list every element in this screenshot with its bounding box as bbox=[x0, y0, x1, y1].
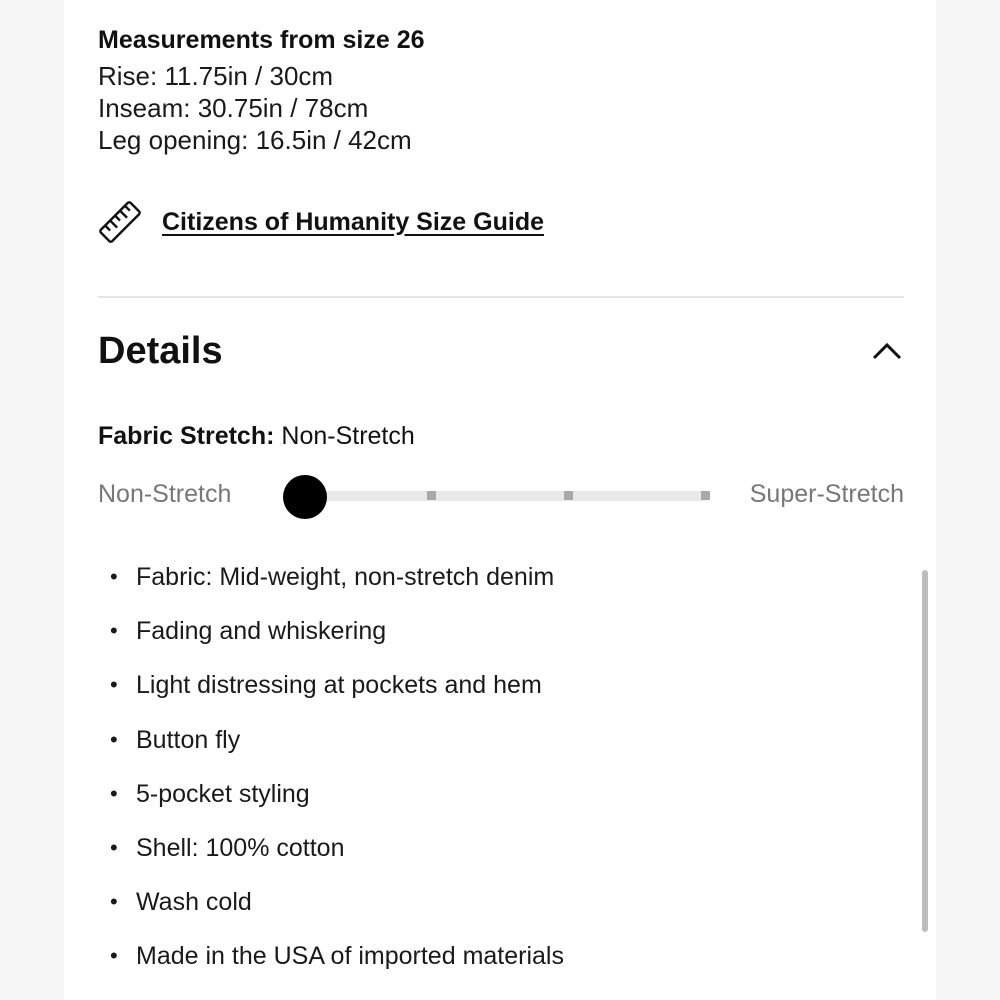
list-item bbox=[98, 829, 564, 883]
fabric-stretch-label: Fabric Stretch: bbox=[98, 422, 275, 450]
fabric-stretch-value: Non-Stretch bbox=[281, 422, 415, 450]
list-item bbox=[98, 937, 564, 991]
list-item bbox=[98, 558, 564, 612]
feature-text: 5-pocket styling bbox=[136, 779, 310, 808]
stretch-slider-tick bbox=[427, 491, 436, 500]
feature-text: Fading and whiskering bbox=[136, 617, 387, 646]
list-item bbox=[98, 612, 564, 666]
ruler-icon bbox=[98, 200, 142, 244]
fabric-stretch-row bbox=[98, 422, 415, 451]
list-item bbox=[98, 721, 564, 775]
stretch-slider-tick bbox=[701, 491, 710, 500]
stretch-min-label: Non-Stretch bbox=[98, 480, 232, 508]
measurement-leg-opening: Leg opening: 16.5in / 42cm bbox=[98, 125, 412, 155]
list-item bbox=[98, 883, 564, 937]
list-item bbox=[98, 775, 564, 829]
bullet-icon: • bbox=[110, 834, 118, 860]
bullet-icon: • bbox=[110, 780, 118, 806]
bullet-icon: • bbox=[110, 943, 118, 969]
section-divider bbox=[98, 296, 904, 298]
bullet-icon: • bbox=[110, 564, 118, 589]
size-guide-link[interactable] bbox=[98, 200, 544, 244]
bullet-icon: • bbox=[110, 672, 118, 698]
stretch-slider-tick bbox=[564, 491, 573, 500]
feature-text: Light distressing at pockets and hem bbox=[136, 671, 542, 700]
measurement-inseam: Inseam: 30.75in / 78cm bbox=[98, 93, 369, 123]
feature-text: Wash cold bbox=[136, 888, 252, 917]
details-heading: Details bbox=[98, 330, 223, 372]
measurement-rise: Rise: 11.75in / 30cm bbox=[98, 61, 334, 91]
scrollbar-thumb[interactable] bbox=[922, 570, 928, 932]
chevron-up-icon[interactable] bbox=[870, 336, 904, 366]
stretch-slider-track bbox=[304, 491, 710, 501]
features-list bbox=[98, 558, 564, 992]
list-item bbox=[98, 666, 564, 720]
stretch-max-label: Super-Stretch bbox=[749, 480, 904, 508]
feature-text: Shell: 100% cotton bbox=[136, 833, 345, 862]
stretch-slider-thumb[interactable] bbox=[283, 475, 327, 519]
bullet-icon: • bbox=[110, 726, 118, 752]
size-guide-label[interactable]: Citizens of Humanity Size Guide bbox=[162, 207, 544, 236]
feature-text: Button fly bbox=[136, 725, 241, 754]
product-details-panel bbox=[64, 0, 936, 1000]
measurements-title: Measurements from size 26 bbox=[98, 26, 425, 54]
bullet-icon: • bbox=[110, 618, 118, 644]
feature-text: Fabric: Mid-weight, non-stretch denim bbox=[136, 563, 555, 591]
feature-text: Made in the USA of imported materials bbox=[136, 942, 564, 971]
bullet-icon: • bbox=[110, 889, 118, 915]
